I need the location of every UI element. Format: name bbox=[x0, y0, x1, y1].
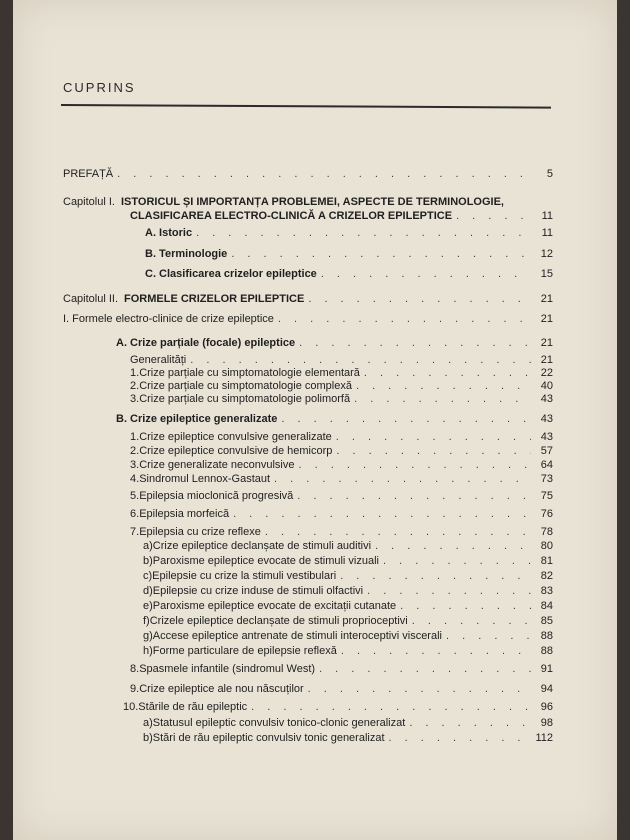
page-number: 94 bbox=[540, 683, 553, 695]
chapter-number: Capitolul I. bbox=[63, 196, 115, 208]
entry-title: Stări de rău epileptic convulsiv tonic generalizat bbox=[152, 732, 385, 744]
dot-leader bbox=[308, 683, 531, 696]
dot-leader bbox=[117, 168, 531, 181]
entry-title: C. Clasificarea crizelor epileptice bbox=[145, 268, 317, 280]
entry-title: Statusul epileptic convulsiv tonico-clonic generalizat bbox=[152, 717, 406, 729]
entry-title: Sindromul Lennox-Gastaut bbox=[139, 473, 271, 485]
table-of-contents bbox=[13, 0, 617, 840]
page-number: 64 bbox=[540, 459, 553, 471]
toc-entry bbox=[143, 732, 553, 745]
page-number: 43 bbox=[540, 413, 553, 425]
dot-leader bbox=[446, 630, 531, 643]
item-number: 8. bbox=[130, 663, 140, 675]
entry-title: Crizele epileptice declanșate de stimuli proprioceptivi bbox=[149, 615, 408, 627]
page-number: 98 bbox=[540, 717, 553, 729]
entry-title: ISTORICUL ȘI IMPORTANȚA PROBLEMEI, ASPECTE DE TERMINOLOGIE, bbox=[120, 196, 504, 208]
page-number: 76 bbox=[540, 508, 553, 520]
item-number: a) bbox=[143, 540, 153, 552]
toc-entry bbox=[130, 490, 553, 503]
dot-leader bbox=[356, 380, 531, 393]
page-number: 12 bbox=[540, 248, 553, 260]
toc-entry bbox=[143, 540, 553, 553]
toc-entry bbox=[130, 663, 553, 676]
dot-leader bbox=[341, 645, 531, 658]
page-number: 112 bbox=[535, 732, 553, 744]
item-number: 4. bbox=[130, 473, 140, 485]
dot-leader bbox=[251, 701, 531, 714]
toc-entry bbox=[143, 585, 553, 598]
page-number: 22 bbox=[540, 367, 553, 379]
entry-title: Crize parțiale cu simptomatologie elementară bbox=[139, 367, 360, 379]
dot-leader bbox=[354, 393, 531, 406]
dot-leader bbox=[412, 615, 531, 628]
toc-entry bbox=[63, 168, 553, 181]
item-number: 3. bbox=[130, 459, 140, 471]
dot-leader bbox=[389, 732, 531, 745]
page-number: 15 bbox=[540, 268, 553, 280]
dot-leader bbox=[367, 585, 531, 598]
page-number: 88 bbox=[540, 630, 553, 642]
toc-entry bbox=[123, 701, 553, 714]
entry-title: Accese epileptice antrenate de stimuli interoceptivi viscerali bbox=[152, 630, 442, 642]
item-number: 2. bbox=[130, 380, 140, 392]
dot-leader bbox=[297, 490, 531, 503]
entry-title: Generalități bbox=[130, 354, 187, 366]
page-number: 84 bbox=[540, 600, 553, 612]
entry-title: Crize epileptice convulsive de hemicorp bbox=[139, 445, 333, 457]
entry-title: Crize generalizate neconvulsive bbox=[139, 459, 295, 471]
item-number: a) bbox=[143, 717, 153, 729]
dot-leader bbox=[308, 293, 531, 306]
item-number: 6. bbox=[130, 508, 140, 520]
item-number: c) bbox=[143, 570, 153, 582]
toc-entry bbox=[145, 248, 553, 261]
toc-entry bbox=[130, 210, 553, 223]
dot-leader bbox=[364, 367, 531, 380]
entry-title: Crize epileptice convulsive generalizate bbox=[139, 431, 332, 443]
entry-title: I. Formele electro-clinice de crize epileptice bbox=[63, 313, 274, 325]
page-number: 11 bbox=[541, 227, 553, 239]
dot-leader bbox=[281, 413, 531, 426]
toc-entry bbox=[130, 683, 553, 696]
dot-leader bbox=[340, 570, 531, 583]
entry-title: Crize parțiale cu simptomatologie complexă bbox=[139, 380, 352, 392]
entry-title: Epilepsia mioclonică progresivă bbox=[139, 490, 294, 502]
toc-entry bbox=[130, 431, 553, 444]
item-number: g) bbox=[143, 630, 153, 642]
page-number: 80 bbox=[540, 540, 553, 552]
dot-leader bbox=[190, 354, 531, 367]
entry-title: B. Crize epileptice generalizate bbox=[116, 413, 278, 425]
item-number: d) bbox=[143, 585, 153, 597]
page-number: 11 bbox=[541, 210, 553, 222]
toc-entry bbox=[145, 268, 553, 281]
toc-entry bbox=[130, 445, 553, 458]
toc-entry bbox=[116, 413, 553, 426]
dot-leader bbox=[278, 313, 531, 326]
entry-title: Forme particulare de epilepsie reflexă bbox=[152, 645, 337, 657]
toc-entry bbox=[145, 227, 553, 240]
toc-entry bbox=[130, 508, 553, 521]
page-number: 21 bbox=[540, 337, 553, 349]
entry-title: Paroxisme epileptice evocate de stimuli vizuali bbox=[152, 555, 379, 567]
dot-leader bbox=[265, 526, 531, 539]
item-number: b) bbox=[143, 732, 153, 744]
dot-leader bbox=[336, 431, 531, 444]
dot-leader bbox=[233, 508, 531, 521]
chapter-number: Capitolul II. bbox=[63, 293, 119, 305]
entry-title: Spasmele infantile (sindromul West) bbox=[139, 663, 316, 675]
item-number: 2. bbox=[130, 445, 140, 457]
dot-leader bbox=[336, 445, 531, 458]
toc-entry bbox=[143, 645, 553, 658]
entry-title: Epilepsie cu crize induse de stimuli olfactivi bbox=[152, 585, 364, 597]
page-number: 82 bbox=[540, 570, 553, 582]
item-number: 3. bbox=[130, 393, 140, 405]
entry-title: FORMELE CRIZELOR EPILEPTICE bbox=[124, 293, 305, 305]
item-number: 1. bbox=[130, 367, 140, 379]
toc-entry bbox=[63, 196, 553, 209]
page-number: 57 bbox=[540, 445, 553, 457]
toc-entry bbox=[143, 600, 553, 613]
entry-title: Epilepsie cu crize la stimuli vestibulari bbox=[152, 570, 337, 582]
page-number: 96 bbox=[540, 701, 553, 713]
dot-leader bbox=[383, 555, 531, 568]
page-number: 21 bbox=[540, 313, 553, 325]
page-number: 43 bbox=[540, 431, 553, 443]
entry-title: Stările de rău epileptic bbox=[138, 701, 248, 713]
entry-title: Crize epileptice ale nou născuților bbox=[139, 683, 304, 695]
entry-title: B. Terminologie bbox=[145, 248, 228, 260]
entry-title: Epilepsia cu crize reflexe bbox=[139, 526, 261, 538]
page-number: 78 bbox=[540, 526, 553, 538]
toc-entry bbox=[63, 293, 553, 306]
dot-leader bbox=[299, 337, 531, 350]
toc-entry bbox=[143, 555, 553, 568]
book-page bbox=[13, 0, 617, 840]
item-number: b) bbox=[143, 555, 153, 567]
entry-title: Paroxisme epileptice evocate de excitații cutanate bbox=[152, 600, 397, 612]
toc-entry bbox=[130, 473, 553, 486]
toc-entry bbox=[130, 367, 553, 380]
item-number: 7. bbox=[130, 526, 140, 538]
page-number: 73 bbox=[540, 473, 553, 485]
dot-leader bbox=[196, 227, 531, 240]
dot-leader bbox=[456, 210, 531, 223]
dot-leader bbox=[299, 459, 532, 472]
page-number: 5 bbox=[546, 168, 553, 180]
page-number: 88 bbox=[540, 645, 553, 657]
dot-leader bbox=[319, 663, 531, 676]
page-number: 75 bbox=[540, 490, 553, 502]
dot-leader bbox=[409, 717, 531, 730]
page-number: 43 bbox=[540, 393, 553, 405]
toc-entry bbox=[130, 380, 553, 393]
entry-title: Crize epileptice declanșate de stimuli auditivi bbox=[152, 540, 372, 552]
toc-entry bbox=[143, 630, 553, 643]
item-number: f) bbox=[143, 615, 150, 627]
entry-title: PREFAȚĂ bbox=[63, 168, 114, 180]
page-number: 83 bbox=[540, 585, 553, 597]
item-number: h) bbox=[143, 645, 153, 657]
item-number: e) bbox=[143, 600, 153, 612]
page-title: CUPRINS bbox=[63, 80, 136, 95]
page-number: 85 bbox=[540, 615, 553, 627]
dot-leader bbox=[400, 600, 531, 613]
dot-leader bbox=[231, 248, 531, 261]
toc-entry bbox=[130, 459, 553, 472]
toc-entry bbox=[130, 393, 553, 406]
page-number: 21 bbox=[540, 293, 553, 305]
toc-entry bbox=[143, 570, 553, 583]
toc-entry bbox=[116, 337, 553, 350]
entry-title: A. Istoric bbox=[145, 227, 193, 239]
page-number: 81 bbox=[540, 555, 553, 567]
page-number: 91 bbox=[540, 663, 553, 675]
toc-entry bbox=[130, 354, 553, 367]
entry-title: CLASIFICAREA ELECTRO-CLINICĂ A CRIZELOR EPILEPTICE bbox=[130, 210, 453, 222]
item-number: 9. bbox=[130, 683, 140, 695]
entry-title: A. Crize parțiale (focale) epileptice bbox=[116, 337, 296, 349]
entry-title: Epilepsia morfeică bbox=[139, 508, 230, 520]
item-number: 1. bbox=[130, 431, 140, 443]
toc-entry bbox=[143, 615, 553, 628]
dot-leader bbox=[375, 540, 531, 553]
toc-entry bbox=[143, 717, 553, 730]
dot-leader bbox=[321, 268, 531, 281]
toc-entry bbox=[63, 313, 553, 326]
entry-title: Crize parțiale cu simptomatologie polimorfă bbox=[139, 393, 351, 405]
page-number: 21 bbox=[540, 354, 553, 366]
dot-leader bbox=[274, 473, 531, 486]
item-number: 5. bbox=[130, 490, 140, 502]
toc-entry bbox=[130, 526, 553, 539]
page-number: 40 bbox=[540, 380, 553, 392]
item-number: 10. bbox=[123, 701, 139, 713]
